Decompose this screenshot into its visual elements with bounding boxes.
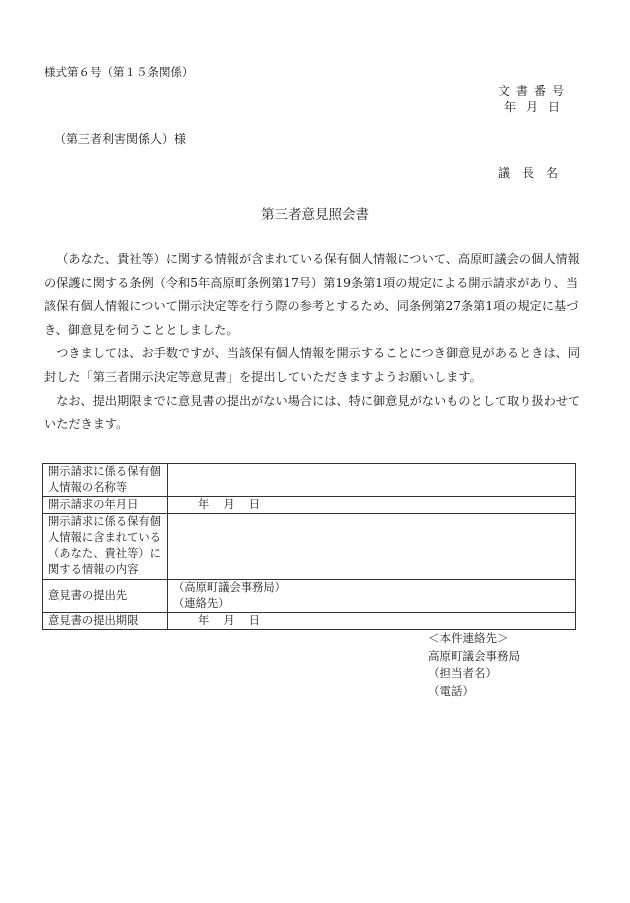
addressee: （第三者利害関係人）様: [54, 132, 187, 146]
submission-destination-value: （高原町議会事務局） （連絡先）: [168, 580, 576, 613]
document-title: 第三者意見照会書: [261, 207, 369, 223]
deadline-date-value: 年 月 日: [168, 613, 576, 630]
request-date-value: 年 月 日: [168, 497, 576, 514]
document-date: 年月日: [503, 100, 570, 114]
table-row: [43, 580, 576, 613]
form-number: 様式第６号（第１５条関係）: [44, 65, 194, 79]
row-label: 意見書の提出先: [43, 580, 168, 613]
row-label: 開示請求に係る保有個人情報に含まれている（あなた、貴社等）に関する情報の内容: [43, 514, 168, 580]
table-row: [43, 613, 576, 630]
sender-name: 議長名: [497, 166, 570, 180]
table-row: [43, 514, 576, 580]
contact-office: 高原町議会事務局: [428, 648, 520, 663]
contact-heading: ＜本件連絡先＞: [428, 631, 509, 645]
paragraph: なお、提出期限までに意見書の提出がない場合には、特に御意見がないものとして取り扱わせていただきます。: [44, 393, 581, 432]
info-table: [42, 463, 576, 630]
document-number: 文書番号: [497, 84, 570, 98]
paragraph: （あなた、貴社等）に関する情報が含まれている保有個人情報について、高原町議会の個人情報の保護に関する条例（令和5年高原町条例第17号）第19条第1項の規定による開示請求があり、当該保有個人情報について開示決定等を行う際の参考とするため、同条例第27条第1項の規定に基づき、御意見を伺うこととしました。: [44, 252, 580, 337]
row-label: 意見書の提出期限: [43, 613, 168, 630]
table-row: [43, 464, 576, 497]
row-label: 開示請求に係る保有個人情報の名称等: [43, 464, 168, 497]
row-label: 開示請求の年月日: [43, 497, 168, 514]
row-value: [168, 464, 576, 497]
paragraph: つきましては、お手数ですが、当該保有個人情報を開示することにつき御意見があるときは、同封した「第三者開示決定等意見書」を提出していただきますようお願いします。: [44, 346, 581, 384]
row-value: [168, 514, 576, 580]
contact-block: [428, 630, 520, 700]
table-row: [43, 497, 576, 514]
contact-phone: （電話）: [428, 683, 474, 698]
contact-person: （担当者名）: [428, 666, 497, 680]
body-text: [44, 248, 584, 437]
